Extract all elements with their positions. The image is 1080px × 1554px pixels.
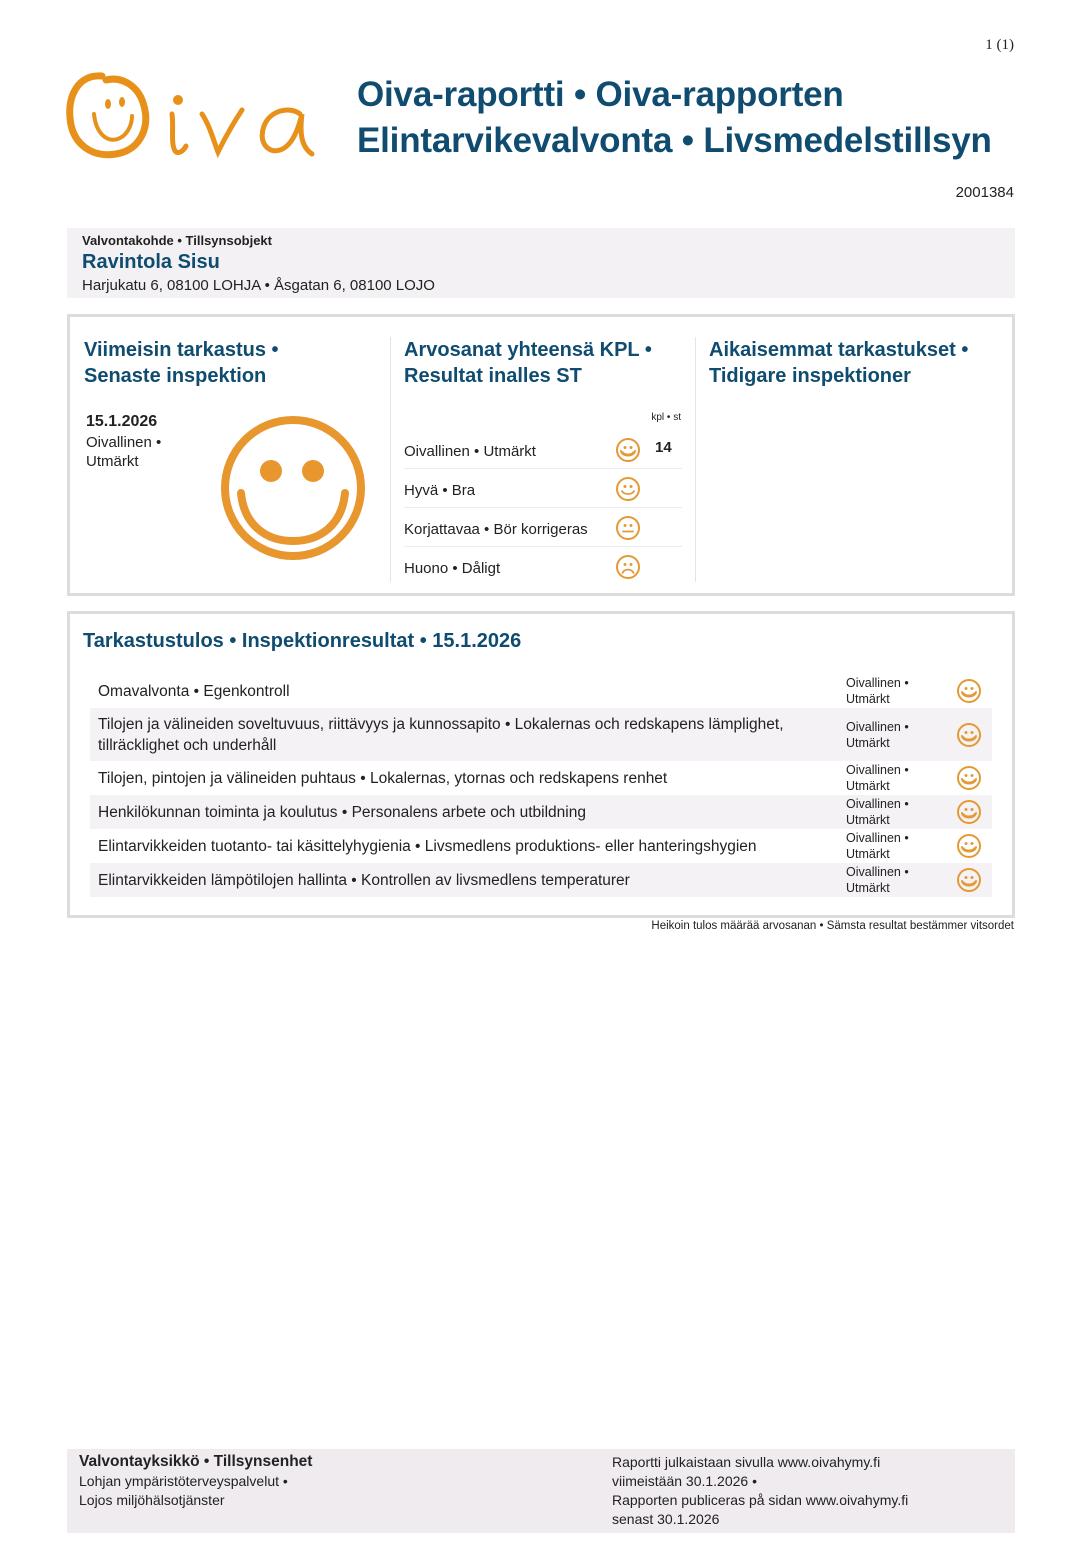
result-grade-line1: Oivallinen •: [846, 797, 909, 811]
latest-heading-line2: Senaste inspektion: [84, 365, 267, 387]
result-grade: [846, 675, 936, 707]
target-address: Harjukatu 6, 08100 LOHJA • Åsgatan 6, 08100 LOJO: [82, 277, 435, 294]
latest-grade-line1: Oivallinen •: [86, 434, 162, 451]
report-id: 2001384: [955, 184, 1014, 201]
latest-inspection-date: 15.1.2026: [86, 413, 158, 430]
latest-inspection-heading: [84, 337, 390, 389]
totals-heading-line2: Resultat inalles ST: [404, 365, 582, 387]
result-row: [90, 795, 992, 829]
result-category: Elintarvikkeiden lämpötilojen hallinta • Kontrollen av livsmedlens temperaturer: [98, 871, 630, 889]
result-row: [90, 829, 992, 863]
result-grade: [846, 719, 936, 751]
grade-total-row: [404, 508, 682, 547]
result-grade-line1: Oivallinen •: [846, 676, 909, 690]
inspection-results-panel: [67, 611, 1015, 918]
smiley-neutral-icon: [615, 515, 641, 541]
publication-line4: senast 30.1.2026: [612, 1511, 720, 1527]
smiley-good-icon: [615, 476, 641, 502]
latest-inspection-column: [84, 337, 390, 582]
result-grade-line1: Oivallinen •: [846, 719, 909, 734]
page-number: 1 (1): [985, 37, 1014, 53]
supervision-unit-line1: Lohjan ympäristöterveyspalvelut •: [79, 1473, 288, 1489]
result-grade: [846, 864, 936, 896]
report-title-line2: Elintarvikevalvonta • Livsmedelstillsyn: [357, 121, 992, 160]
result-grade-line2: Utmärkt: [846, 813, 890, 827]
result-grade-line2: Utmärkt: [846, 881, 890, 895]
grade-label: Huono • Dåligt: [404, 560, 501, 577]
smiley-excellent-icon: [218, 413, 368, 563]
grade-total-row: [404, 469, 682, 508]
results-heading: Tarkastustulos • Inspektionresultat • 15.1.2026: [83, 630, 522, 652]
smiley-excellent-icon: [956, 799, 982, 825]
supervision-unit: [79, 1452, 579, 1510]
publication-line3: Rapporten publiceras på sidan www.oivahymy.fi: [612, 1492, 909, 1508]
latest-grade-line2: Utmärkt: [86, 453, 139, 470]
result-grade: [846, 762, 936, 794]
grade-total-row: [404, 430, 682, 469]
result-row: [90, 708, 992, 761]
publication-line1: Raportti julkaistaan sivulla www.oivahymy.fi: [612, 1454, 881, 1470]
previous-heading-line2: Tidigare inspektioner: [709, 365, 911, 387]
grade-totals-list: [404, 430, 682, 586]
smiley-excellent-icon: [615, 437, 641, 463]
grade-totals-heading: [404, 337, 695, 389]
grade-label: Korjattavaa • Bör korrigeras: [404, 520, 588, 538]
result-category: Tilojen ja välineiden soveltuvuus, riittävyys ja kunnossapito • Lokalernas och redskapens lämplighet, tillräcklighet och underhåll: [98, 715, 784, 754]
latest-inspection-grade: [86, 433, 196, 471]
grading-footnote: Heikoin tulos määrää arvosanan • Sämsta resultat bestämmer vitsordet: [651, 920, 1014, 932]
result-row: [90, 761, 992, 795]
result-row: [90, 863, 992, 897]
oiva-logo: [64, 66, 328, 162]
publication-line2: viimeistään 30.1.2026 •: [612, 1473, 757, 1489]
result-category: Omavalvonta • Egenkontroll: [98, 682, 290, 700]
result-row: [90, 674, 992, 708]
smiley-poor-icon: [615, 554, 641, 580]
summary-panel: [67, 314, 1015, 596]
supervision-unit-line2: Lojos miljöhälsotjänster: [79, 1492, 225, 1508]
grade-count: 14: [655, 439, 672, 456]
result-grade: [846, 796, 936, 828]
totals-heading-line1: Arvosanat yhteensä KPL •: [404, 339, 652, 361]
previous-inspections-column: [695, 337, 995, 582]
target-label: Valvontakohde • Tillsynsobjekt: [82, 233, 272, 248]
smiley-excellent-icon: [956, 678, 982, 704]
smiley-excellent-icon: [956, 867, 982, 893]
publication-info: [612, 1453, 1007, 1529]
footer: [67, 1449, 1015, 1533]
previous-inspections-heading: [709, 337, 995, 389]
result-grade-line2: Utmärkt: [846, 779, 890, 793]
inspection-target: [67, 228, 1015, 298]
result-category: Elintarvikkeiden tuotanto- tai käsittelyhygienia • Livsmedlens produktions- eller hanteringshygien: [98, 837, 757, 855]
results-table: [90, 674, 992, 897]
smiley-excellent-icon: [956, 765, 982, 791]
count-unit-header: kpl • st: [651, 412, 681, 423]
result-category: Tilojen, pintojen ja välineiden puhtaus • Lokalernas, ytornas och redskapens renhet: [98, 769, 668, 787]
result-category: Henkilökunnan toiminta ja koulutus • Personalens arbete och utbildning: [98, 803, 586, 821]
result-grade-line1: Oivallinen •: [846, 831, 909, 845]
result-grade: [846, 830, 936, 862]
supervision-unit-heading: Valvontayksikkö • Tillsynsenhet: [79, 1453, 313, 1470]
previous-heading-line1: Aikaisemmat tarkastukset •: [709, 339, 969, 361]
grade-label: Hyvä • Bra: [404, 481, 476, 499]
result-grade-line2: Utmärkt: [846, 847, 890, 861]
result-grade-line1: Oivallinen •: [846, 865, 909, 879]
target-name: Ravintola Sisu: [82, 251, 220, 273]
result-grade-line2: Utmärkt: [846, 692, 890, 706]
grade-totals-column: [390, 337, 695, 582]
smiley-excellent-icon: [956, 722, 982, 748]
result-grade-line1: Oivallinen •: [846, 763, 909, 777]
grade-total-row: [404, 547, 682, 586]
report-title-line1: Oiva-raportti • Oiva-rapporten: [357, 75, 844, 114]
report-title: [357, 72, 992, 164]
smiley-excellent-icon: [956, 833, 982, 859]
grade-label: Oivallinen • Utmärkt: [404, 442, 536, 460]
result-grade-line2: Utmärkt: [846, 735, 890, 750]
latest-heading-line1: Viimeisin tarkastus •: [84, 339, 279, 361]
